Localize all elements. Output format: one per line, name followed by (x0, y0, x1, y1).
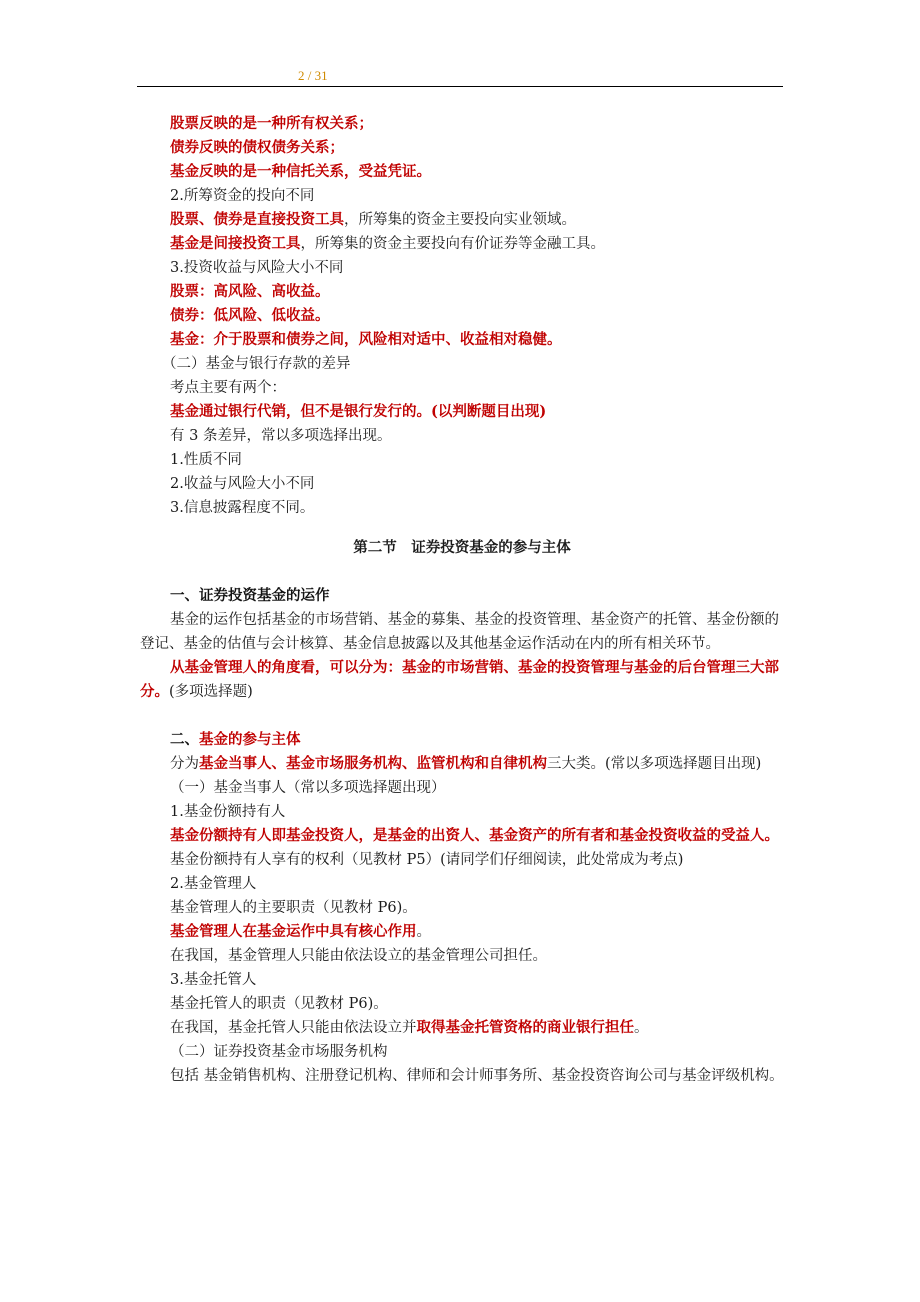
text-line: 3.基金托管人 (170, 972, 257, 988)
text-line: 基金份额持有人享有的权利（见教材 P5）(请同学们仔细阅读，此处常成为考点) (170, 852, 684, 868)
highlight-text: 从基金管理人的角度看，可以分为：基金的市场营销、基金的投资管理与基金的后台管理三大部分。 (140, 659, 779, 700)
plain-text: 在我国，基金托管人只能由依法设立并 (170, 1020, 417, 1036)
plain-text: ，所筹集的资金主要投向有价证券等金融工具。 (300, 236, 605, 252)
text-line: 2.所筹资金的投向不同 (170, 188, 315, 204)
text-line: （二）证券投资基金市场服务机构 (170, 1044, 388, 1060)
paragraph: 基金的运作包括基金的市场营销、基金的募集、基金的投资管理、基金资产的托管、基金份额的登记、基金的估值与会计核算、基金信息披露以及其他基金运作活动在内的所有相关环节。 (140, 612, 779, 652)
paragraph (140, 752, 784, 776)
highlight-text: 基金的参与主体 (199, 731, 301, 748)
text-line: 在我国，基金管理人只能由依法设立的基金管理公司担任。 (170, 948, 547, 964)
plain-text: (多项选择题) (169, 684, 253, 700)
text-line: 基金托管人的职责（见教材 P6)。 (170, 996, 388, 1012)
text-line: 1.基金份额持有人 (170, 804, 286, 820)
text-line: 有 3 条差异，常以多项选择出现。 (170, 428, 392, 444)
highlight-text: 股票、债券是直接投资工具 (170, 211, 344, 228)
spacer (140, 704, 784, 728)
text-line: 2.基金管理人 (170, 876, 257, 892)
highlight-text: 基金是间接投资工具 (170, 235, 301, 252)
paragraph: 基金份额持有人即基金投资人，是基金的出资人、基金资产的所有者和基金投资收益的受益人。 (170, 827, 779, 844)
plain-text: 分为 (170, 756, 199, 772)
text-line: 考点主要有两个： (170, 380, 286, 396)
text-line: 2.收益与风险大小不同 (170, 476, 315, 492)
text-line (140, 920, 784, 944)
text-line: 债券：低风险、低收益。 (170, 307, 330, 324)
text-line: 基金管理人的主要职责（见教材 P6)。 (170, 900, 417, 916)
plain-text: 。 (416, 924, 431, 940)
paragraph: 包括 基金销售机构、注册登记机构、律师和会计师事务所、基金投资咨询公司与基金评级机构。 (170, 1068, 784, 1084)
highlight-text: 基金当事人、基金市场服务机构、监管机构和自律机构 (199, 755, 547, 772)
text-line: 3.信息披露程度不同。 (170, 500, 315, 516)
plain-text: 三大类。(常以多项选择题目出现) (547, 756, 762, 772)
header-divider (137, 86, 783, 87)
text-line: 债券反映的债权债务关系； (170, 139, 344, 156)
highlight-text: 基金管理人在基金运作中具有核心作用 (170, 923, 417, 940)
heading (140, 728, 784, 752)
plain-text: ，所筹集的资金主要投向实业领域。 (344, 212, 576, 228)
heading: 一、证券投资基金的运作 (170, 587, 330, 604)
text-line: （二）基金与银行存款的差异 (162, 356, 351, 372)
text-line: 基金通过银行代销，但不是银行发行的。(以判断题目出现) (170, 403, 547, 420)
text-line (140, 208, 784, 232)
page-number: 2 / 31 (298, 68, 328, 83)
section-title: 第二节 证券投资基金的参与主体 (353, 539, 571, 556)
paragraph (140, 656, 784, 704)
document-body (140, 112, 784, 1088)
text-line: 3.投资收益与风险大小不同 (170, 260, 344, 276)
text-line: 基金反映的是一种信托关系，受益凭证。 (170, 163, 431, 180)
plain-text: 。 (634, 1020, 649, 1036)
heading-prefix: 二、 (170, 731, 199, 748)
text-line (140, 1016, 784, 1040)
text-line: （一）基金当事人（常以多项选择题出现） (170, 780, 446, 796)
text-line: 股票反映的是一种所有权关系； (170, 115, 373, 132)
highlight-text: 取得基金托管资格的商业银行担任 (416, 1019, 634, 1036)
text-line (140, 232, 784, 256)
text-line: 基金：介于股票和债券之间，风险相对适中、收益相对稳健。 (170, 331, 562, 348)
text-line: 股票：高风险、高收益。 (170, 283, 330, 300)
text-line: 1.性质不同 (170, 452, 242, 468)
